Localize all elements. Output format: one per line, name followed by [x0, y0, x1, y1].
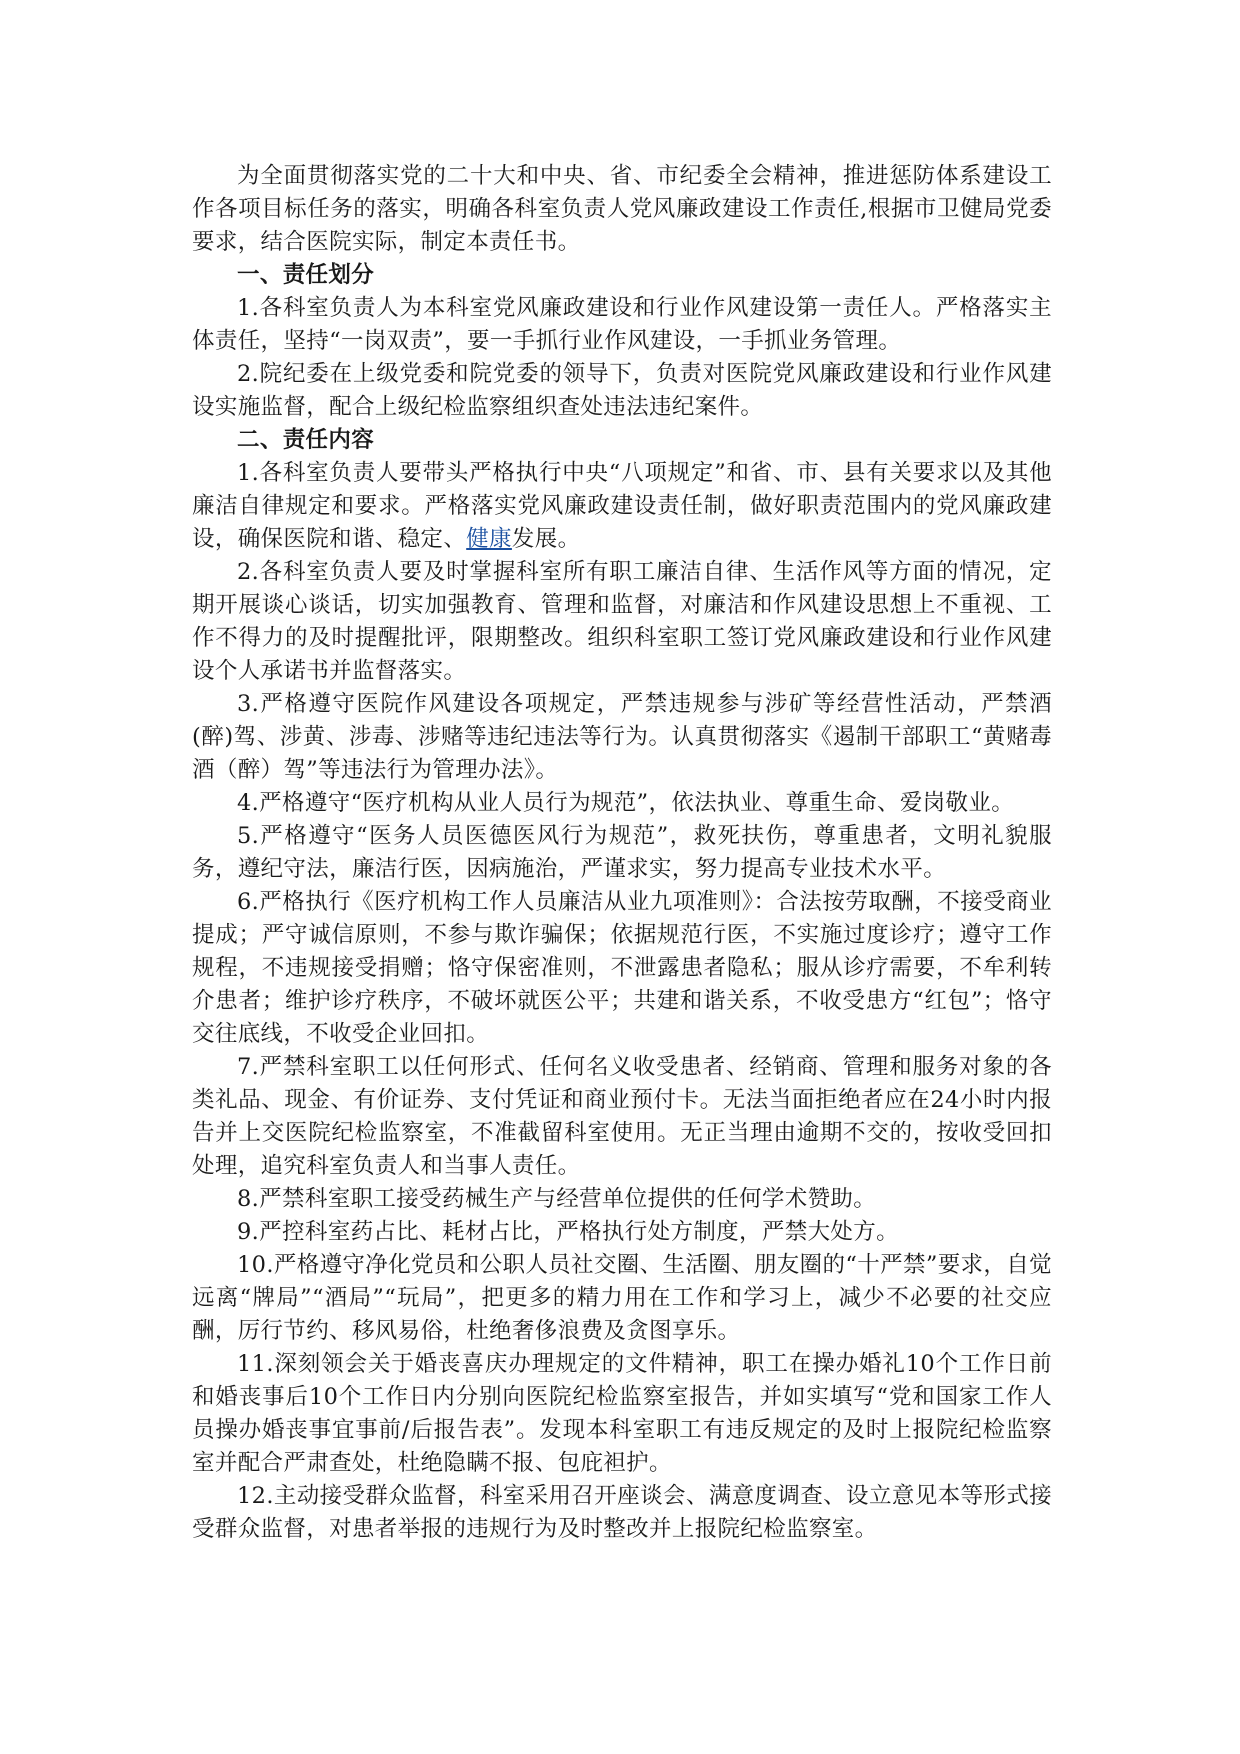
list-item: 11.深刻领会关于婚丧喜庆办理规定的文件精神，职工在操办婚礼10个工作日前和婚丧事后10个工作日内分别向医院纪检监察室报告，并如实填写“党和国家工作人员操办婚丧事宜事前/后报告表”。发现本科室职工有违反规定的及时上报院纪检监察室并配合严肃查处，杜绝隐瞒不报、包庇袒护。: [192, 1351, 1052, 1476]
list-item: 6.严格执行《医疗机构工作人员廉洁从业九项准则》：合法按劳取酬，不接受商业提成；严守诚信原则，不参与欺诈骗保；依据规范行医，不实施过度诊疗；遵守工作规程，不违规接受捐赠；恪守保密准则，不泄露患者隐私；服从诊疗需要，不牟利转介患者；维护诊疗秩序，不破坏就医公平；共建和谐关系，不收受患方“红包”；恪守交往底线，不收受企业回扣。: [192, 889, 1052, 1047]
list-item: 2.各科室负责人要及时掌握科室所有职工廉洁自律、生活作风等方面的情况，定期开展谈心谈话，切实加强教育、管理和监督，对廉洁和作风建设思想上不重视、工作不得力的及时提醒批评，限期整改。组织科室职工签订党风廉政建设和行业作风建设个人承诺书并监督落实。: [192, 559, 1052, 684]
list-item: 8.严禁科室职工接受药械生产与经营单位提供的任何学术赞助。: [237, 1186, 877, 1212]
document-body: [192, 160, 1052, 1546]
list-item: 4.严格遵守“医疗机构从业人员行为规范”，依法执业、尊重生命、爱岗敬业。: [237, 790, 1015, 816]
list-item: 1.各科室负责人为本科室党风廉政建设和行业作风建设第一责任人。严格落实主体责任，坚持“一岗双责”，要一手抓行业作风建设，一手抓业务管理。: [192, 295, 1052, 354]
list-item: 9.严控科室药占比、耗材占比，严格执行处方制度，严禁大处方。: [237, 1219, 899, 1245]
list-item: 5.严格遵守“医务人员医德医风行为规范”，救死扶伤，尊重患者，文明礼貌服务，遵纪守法，廉洁行医，因病施治，严谨求实，努力提高专业技术水平。: [192, 823, 1052, 882]
list-item: 2.院纪委在上级党委和院党委的领导下，负责对医院党风廉政建设和行业作风建设实施监督，配合上级纪检监察组织查处违法违纪案件。: [192, 361, 1052, 420]
intro-paragraph: 为全面贯彻落实党的二十大和中央、省、市纪委全会精神，推进惩防体系建设工作各项目标任务的落实，明确各科室负责人党风廉政建设工作责任,根据市卫健局党委要求，结合医院实际，制定本责任书。: [192, 163, 1052, 255]
health-link[interactable]: 健康: [466, 526, 512, 552]
list-item: 7.严禁科室职工以任何形式、任何名义收受患者、经销商、管理和服务对象的各类礼品、现金、有价证券、支付凭证和商业预付卡。无法当面拒绝者应在24小时内报告并上交医院纪检监察室，不准截留科室使用。无正当理由逾期不交的，按收受回扣处理，追究科室负责人和当事人责任。: [192, 1054, 1052, 1179]
section-heading-responsibility-division: 一、责任划分: [237, 262, 375, 288]
list-item: 3.严格遵守医院作风建设各项规定，严禁违规参与涉矿等经营性活动，严禁酒(醉)驾、涉黄、涉毒、涉赌等违纪违法等行为。认真贯彻落实《遏制干部职工“黄赌毒酒（醉）驾”等违法行为管理办法》。: [192, 691, 1052, 783]
item-text: 发展。: [511, 526, 581, 552]
list-item: 10.严格遵守净化党员和公职人员社交圈、生活圈、朋友圈的“十严禁”要求，自觉远离“牌局”“酒局”“玩局”，把更多的精力用在工作和学习上，减少不必要的社交应酬，厉行节约、移风易俗，杜绝奢侈浪费及贪图享乐。: [192, 1252, 1052, 1344]
list-item: [192, 457, 1052, 556]
item-text: 1.各科室负责人要带头严格执行中央“八项规定”和省、市、县有关要求以及其他廉洁自律规定和要求。严格落实党风廉政建设责任制，做好职责范围内的党风廉政建设，确保医院和谐、稳定、: [192, 460, 1052, 552]
list-item: 12.主动接受群众监督，科室采用召开座谈会、满意度调查、设立意见本等形式接受群众监督，对患者举报的违规行为及时整改并上报院纪检监察室。: [192, 1483, 1052, 1542]
section-heading-responsibility-content: 二、责任内容: [237, 427, 375, 453]
